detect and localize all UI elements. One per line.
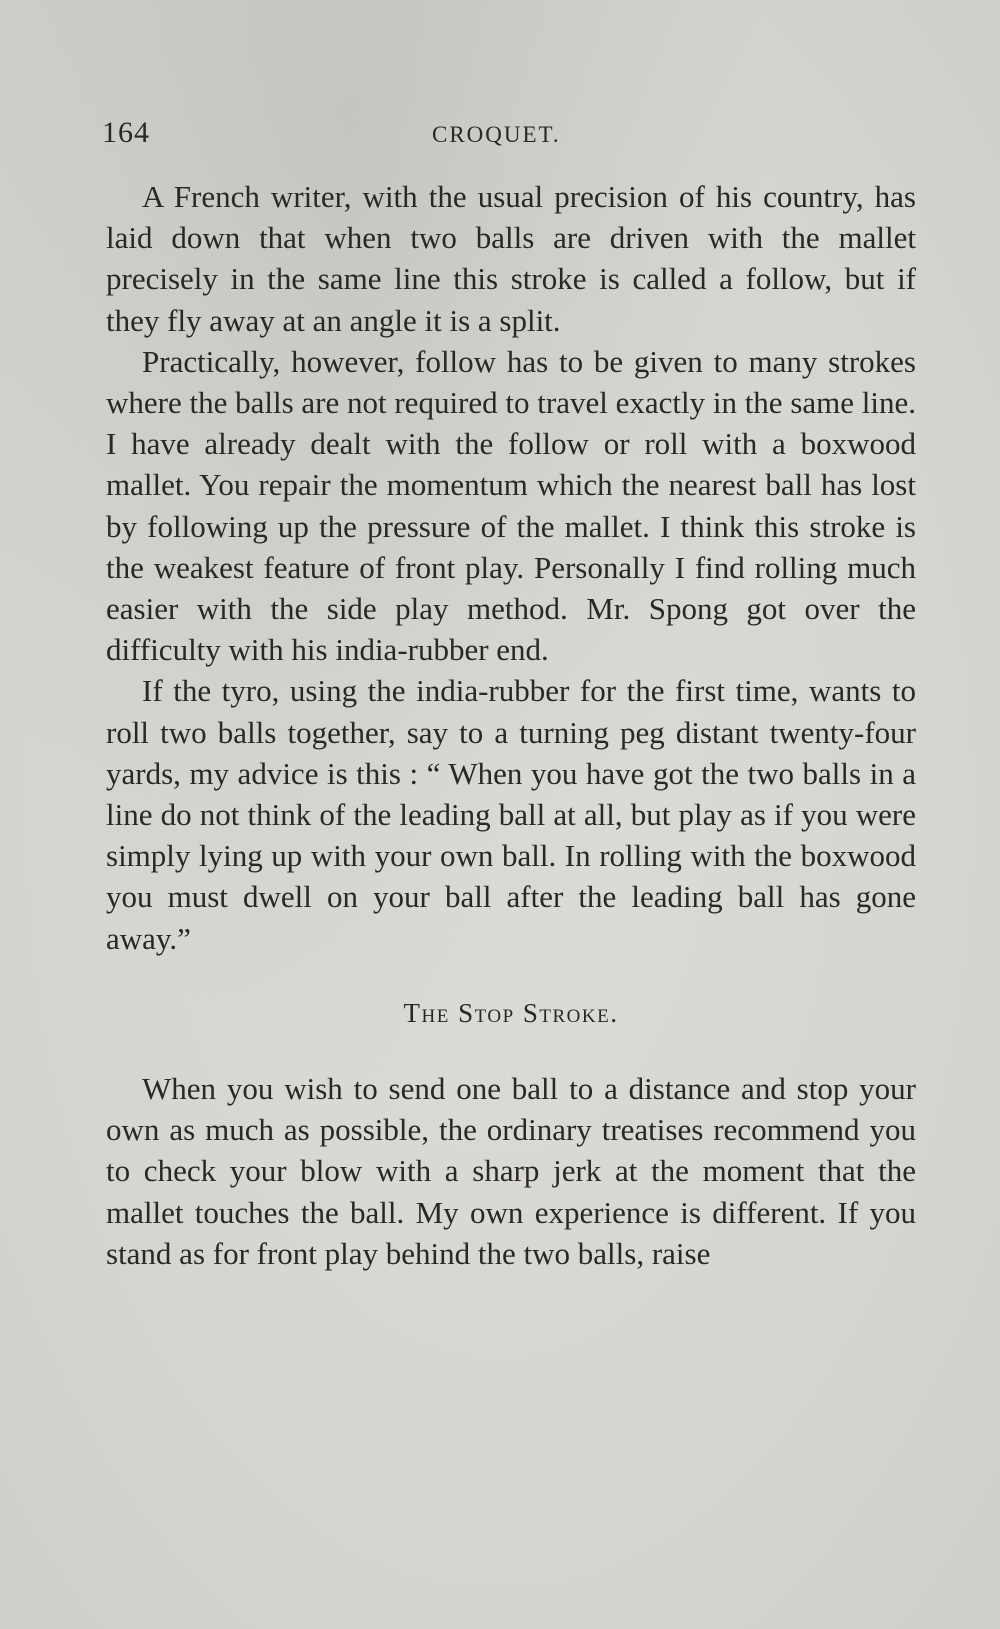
page-number: 164: [102, 116, 150, 149]
section-heading: The Stop Stroke.: [403, 997, 619, 1028]
paragraph-french-writer: A French writer, with the usual precision of his country, has laid down that when two balls are driven with the mallet precisely in the same line this stroke is called a follow, but if they fly away at an angle it is a split.: [106, 179, 916, 338]
body-text: [106, 176, 916, 1274]
paragraph-stop-stroke: When you wish to send one ball to a distance and stop your own as much as possible, the ordinary treatises recommend you to check your blow with a sharp jerk at the moment that the mallet touches the ball. My own experience is different. If you stand as for front play behind the two balls, raise: [106, 1071, 916, 1271]
running-title: CROQUET.: [432, 122, 561, 147]
paragraph-tyro: If the tyro, using the india-rubber for the first time, wants to roll two balls together, say to a turning peg distant twenty-four yards, my advice is this : “ When you have got the two balls in a line do not think of the leading ball at all, but play as if you were simply lying up with your own ball. In rolling with the boxwood you must dwell on your ball after the leading ball has gone away.”: [106, 673, 916, 956]
running-head: [102, 116, 882, 156]
paragraph-practically: Practically, however, follow has to be given to many strokes where the balls are not required to travel exactly in the same line. I have already dealt with the follow or roll with a boxwood mallet. You repair the momentum which the nearest ball has lost by following up the pressure of the mallet. I think this stroke is the weakest feature of front play. Personally I find rolling much easier with the side play method. Mr. Spong got over the difficulty with his india-rubber end.: [106, 343, 916, 668]
